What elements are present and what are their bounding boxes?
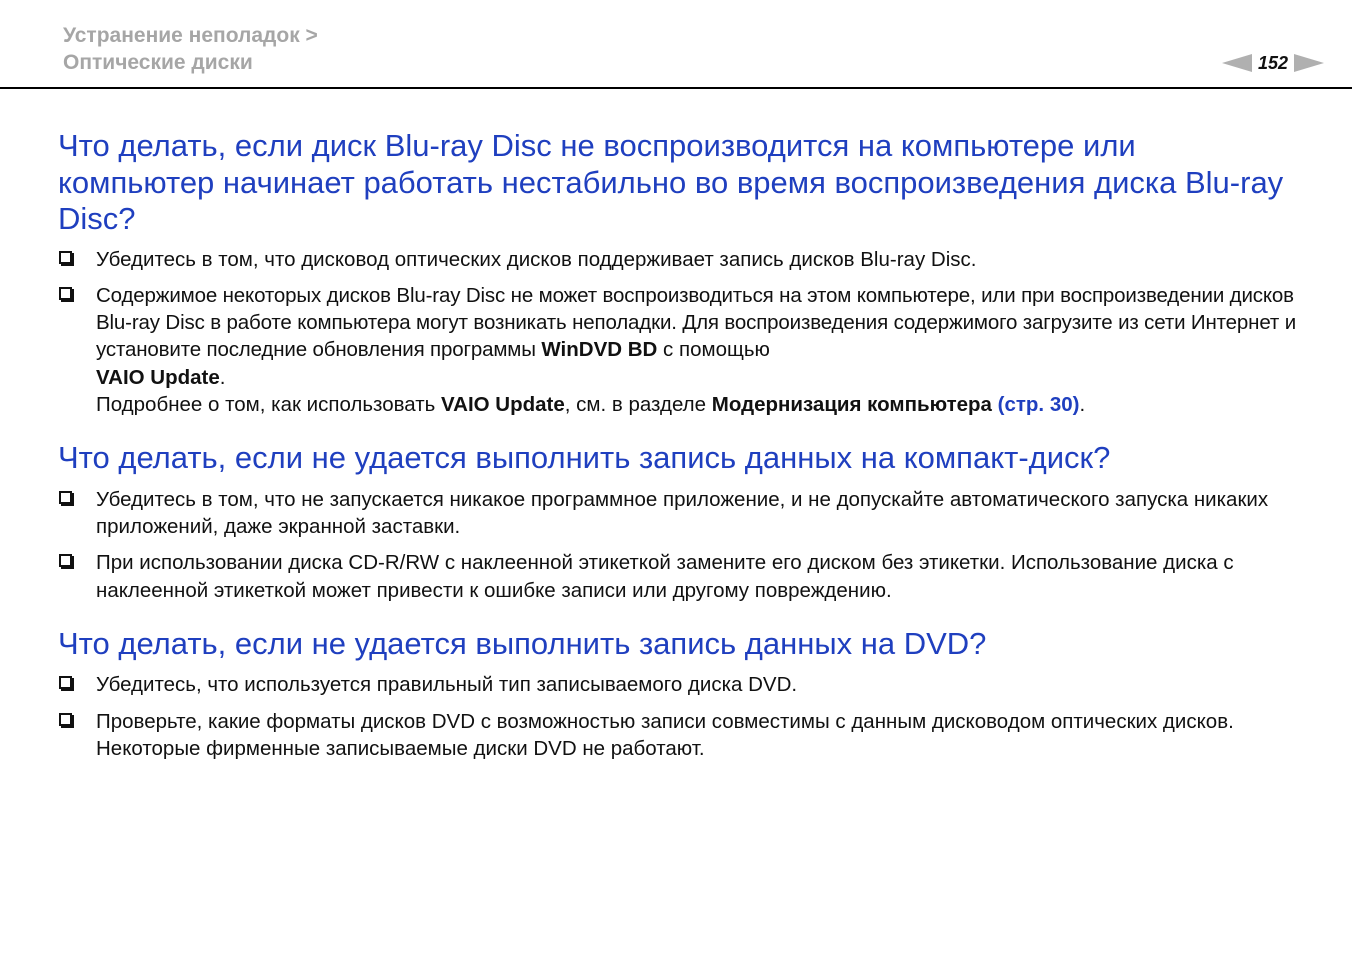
list-item	[58, 246, 1298, 273]
page-30-link[interactable]: (стр. 30)	[997, 392, 1080, 416]
page-number: 152	[1257, 52, 1288, 73]
page-content	[58, 128, 1298, 762]
item-text: .	[219, 365, 226, 389]
list-item	[58, 282, 1298, 418]
section-title-cd: Что делать, если не удается выполнить запись данных на компакт-диск?	[58, 440, 1111, 476]
breadcrumb	[63, 22, 318, 76]
checkbox-bullet-icon	[59, 287, 72, 300]
item-text: Подробнее о том, как использовать	[96, 392, 441, 416]
item-text: с помощью	[657, 338, 770, 362]
next-page-arrow-icon[interactable]	[1294, 54, 1324, 72]
item-text: Убедитесь, что используется правильный тип записываемого диска DVD.	[96, 673, 798, 697]
list-item	[58, 671, 1298, 698]
bluray-tips-list	[58, 246, 1298, 419]
item-text: .	[1079, 392, 1086, 416]
list-item	[58, 708, 1298, 763]
page-navigator	[1222, 49, 1324, 77]
item-text: Убедитесь в том, что не запускается никакое программное приложение, и не допускайте автоматического запуска никаких приложений, даже экранной заставки.	[96, 487, 1269, 539]
list-item	[58, 486, 1298, 541]
breadcrumb-parent-link[interactable]: Устранение неполадок >	[63, 24, 318, 47]
upgrade-section-label: Модернизация компьютера	[711, 392, 992, 416]
item-text: При использовании диска CD-R/RW с наклеенной этикеткой замените его диском без этикетки. Использование диска с наклеенной этикеткой может привести к ошибке записи или другому повреждению.	[96, 551, 1234, 602]
item-text: , см. в разделе	[564, 392, 712, 416]
list-item	[58, 549, 1298, 604]
vaio-update-label: VAIO Update	[96, 365, 220, 389]
previous-page-arrow-icon[interactable]	[1222, 54, 1252, 72]
section-title-bluray: Что делать, если диск Blu-ray Disc не воспроизводится на компьютере или компьютер начинает работать нестабильно во время воспроизведения диска Blu-ray Disc?	[58, 128, 1284, 236]
section-title-dvd: Что делать, если не удается выполнить запись данных на DVD?	[58, 625, 987, 661]
page-header	[0, 0, 1352, 89]
breadcrumb-current: Оптические диски	[63, 51, 253, 74]
cd-tips-list	[58, 486, 1298, 604]
checkbox-bullet-icon	[59, 554, 72, 567]
checkbox-bullet-icon	[59, 491, 72, 504]
checkbox-bullet-icon	[59, 251, 72, 264]
item-text: Содержимое некоторых дисков Blu-ray Disc не может воспроизводиться на этом компьютере, или при воспроизведении дисков Blu-ray Disc в работе компьютера могут возникать неполадки. Для воспроизведения содержимого загрузите из сети Интернет и установите последние обновления программы	[96, 283, 1297, 362]
windvd-bd-label: WinDVD BD	[541, 338, 658, 362]
item-text: Убедитесь в том, что дисковод оптических дисков поддерживает запись дисков Blu-ray Disc.	[96, 247, 977, 271]
vaio-update-label: VAIO Update	[440, 392, 565, 416]
checkbox-bullet-icon	[59, 676, 72, 689]
item-text: Проверьте, какие форматы дисков DVD с возможностью записи совместимы с данным дисководом оптических дисков. Некоторые фирменные записываемые диски DVD не работают.	[96, 709, 1234, 761]
dvd-tips-list	[58, 671, 1298, 762]
checkbox-bullet-icon	[59, 713, 72, 726]
